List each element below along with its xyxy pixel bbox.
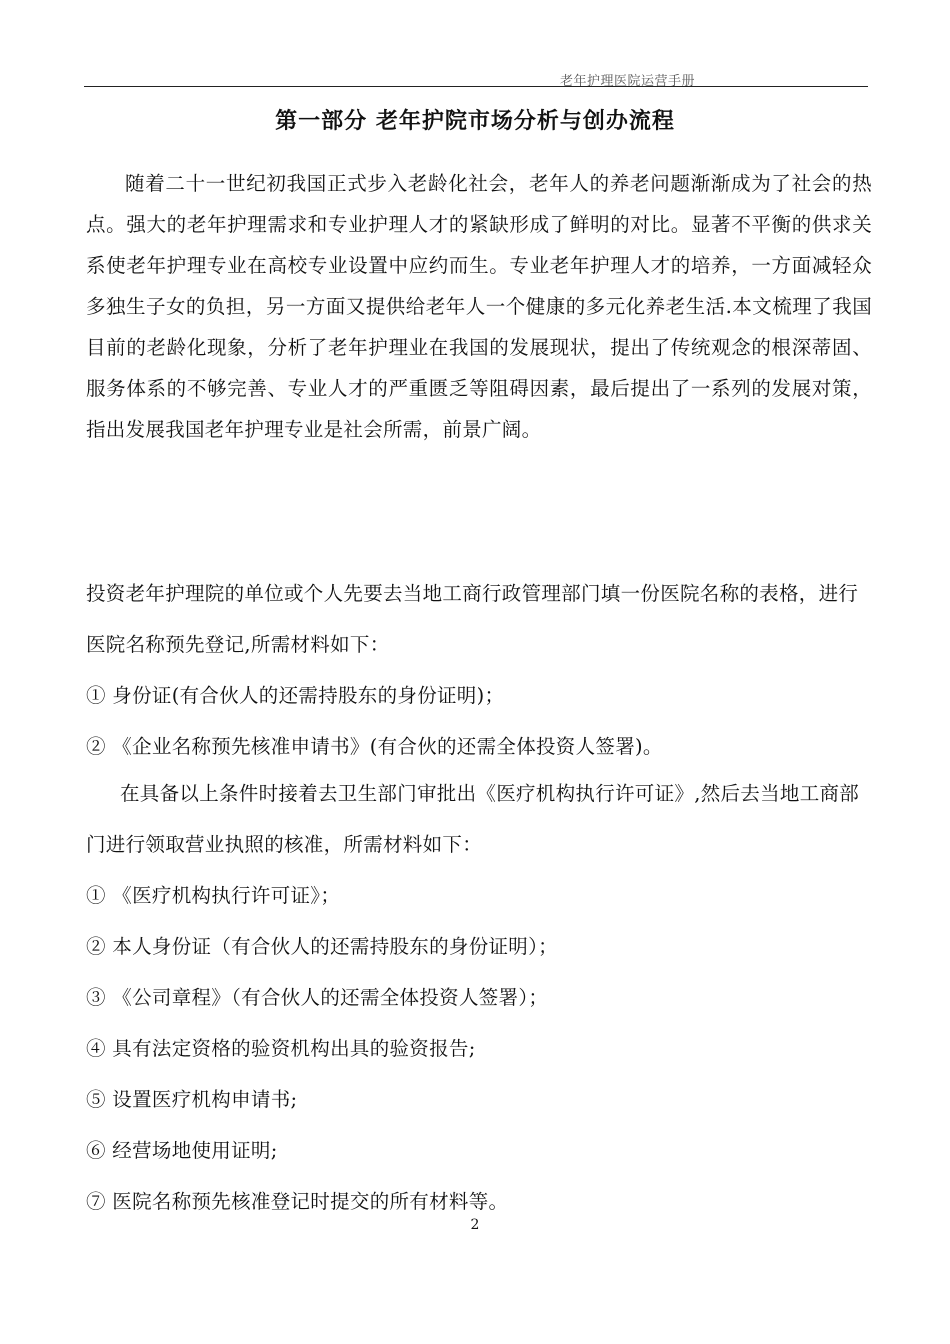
section-name-registration <box>86 568 872 772</box>
list-item: ② 本人身份证（有合伙人的还需持股东的身份证明）； <box>86 935 558 958</box>
page-title: 第一部分 老年护院市场分析与创办流程 <box>275 108 675 134</box>
list-item: ⑥ 经营场地使用证明; <box>86 1139 278 1162</box>
section-paragraph: 投资老年护理院的单位或个人先要去当地工商行政管理部门填一份医院名称的表格，进行医院名称预先登记,所需材料如下： <box>86 582 859 656</box>
section-business-license <box>86 768 872 1227</box>
list-item: ③ 《公司章程》（有合伙人的还需全体投资人签署）； <box>86 986 549 1009</box>
list-item: ⑦ 医院名称预先核准登记时提交的所有材料等。 <box>86 1190 509 1213</box>
page-number: 2 <box>470 1217 480 1233</box>
list-item: ② 《企业名称预先核准申请书》(有合伙的还需全体投资人签署)。 <box>86 735 663 758</box>
list-item: ① 身份证(有合伙人的还需持股东的身份证明)； <box>86 684 505 707</box>
section-paragraph: 在具备以上条件时接着去卫生部门审批出《医疗机构执行许可证》,然后去当地工商部门进行领取营业执照的核准，所需材料如下： <box>86 782 860 856</box>
list-item: ⑤ 设置医疗机构申请书; <box>86 1088 298 1111</box>
header-rule <box>84 86 868 87</box>
list-item: ① 《医疗机构执行许可证》； <box>86 884 341 907</box>
list-item: ④ 具有法定资格的验资机构出具的验资报告; <box>86 1037 476 1060</box>
running-header: 老年护理医院运营手册 <box>560 74 696 89</box>
intro-paragraph: 随着二十一世纪初我国正式步入老龄化社会，老年人的养老问题渐渐成为了社会的热点。强大的老年护理需求和专业护理人才的紧缺形成了鲜明的对比。显著不平衡的供求关系使老年护理专业在高校专业设置中应约而生。专业老年护理人才的培养，一方面减轻众多独生子女的负担，另一方面又提供给老年人一个健康的多元化养老生活.本文梳理了我国目前的老龄化现象，分析了老年护理业在我国的发展现状，提出了传统观念的根深蒂固、服务体系的不够完善、专业人才的严重匮乏等阻碍因素，最后提出了一系列的发展对策，指出发展我国老年护理专业是社会所需，前景广阔。 <box>86 172 872 441</box>
